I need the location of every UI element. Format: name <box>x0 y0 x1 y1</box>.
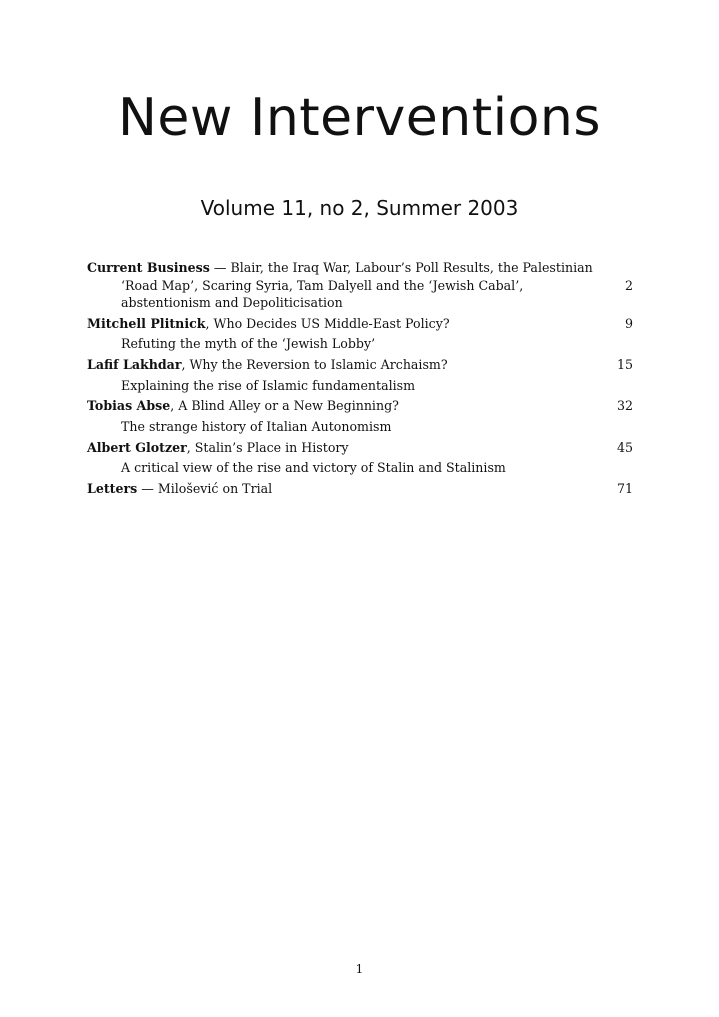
toc-entry-title: Blair, the Iraq War, Labour’s Poll Results, the Palestinian ‘Road Map’, Scaring Syria, Tam Dalyell and the ‘Jewish Cabal’, abstentionism and Depoliticisation <box>121 260 593 310</box>
toc-entry-author: Current Business <box>87 260 210 275</box>
toc-entry-page: 2 <box>624 278 633 293</box>
toc-entry-title: Milošević on Trial <box>157 481 273 497</box>
toc-entry-heading <box>87 258 633 314</box>
toc-entry-glotzer <box>87 438 633 479</box>
table-of-contents <box>87 258 633 500</box>
toc-entry-description: Refuting the myth of the ‘Jewish Lobby’ <box>121 336 376 352</box>
toc-entry-title: , Who Decides US Middle-East Policy? <box>205 315 450 331</box>
toc-entry-title: , Stalin’s Place in History <box>186 439 349 455</box>
toc-entry-heading <box>87 314 633 335</box>
toc-entry-title: , Why the Reversion to Islamic Archaism? <box>181 356 448 372</box>
publication-title: New Interventions <box>118 88 601 148</box>
toc-entry-description: Explaining the rise of Islamic fundamentalism <box>121 377 416 393</box>
toc-entry-heading <box>87 355 633 376</box>
toc-entry-abse <box>87 396 633 437</box>
toc-entry-page: 15 <box>616 356 633 372</box>
toc-entry-heading <box>87 438 633 459</box>
toc-entry-author: Letters <box>87 481 138 497</box>
toc-entry-author: Albert Glotzer <box>87 439 187 455</box>
toc-entry-separator: — <box>141 481 154 497</box>
toc-entry-description: The strange history of Italian Autonomism <box>121 419 392 435</box>
toc-entry-description: A critical view of the rise and victory of Stalin and Stalinism <box>121 460 506 476</box>
toc-entry-author: Lafif Lakhdar <box>87 356 182 372</box>
toc-entry-author: Tobias Abse <box>87 398 171 414</box>
toc-entry-title: , A Blind Alley or a New Beginning? <box>170 398 399 414</box>
toc-entry-page: 32 <box>616 398 633 414</box>
toc-entry-heading <box>87 396 633 417</box>
toc-entry-current-business <box>87 258 633 314</box>
toc-entry-heading <box>87 479 633 500</box>
toc-entry-author: Mitchell Plitnick <box>87 315 206 331</box>
issue-subtitle: Volume 11, no 2, Summer 2003 <box>200 196 519 220</box>
toc-entry-letters <box>87 479 633 500</box>
toc-entry-lakhdar <box>87 355 633 396</box>
toc-entry-separator: — <box>213 260 227 275</box>
toc-entry-page: 9 <box>624 315 633 331</box>
toc-entry-page: 45 <box>616 439 633 455</box>
page-number: 1 <box>355 962 364 976</box>
toc-entry-plitnick <box>87 314 633 355</box>
toc-entry-page: 71 <box>616 481 633 497</box>
